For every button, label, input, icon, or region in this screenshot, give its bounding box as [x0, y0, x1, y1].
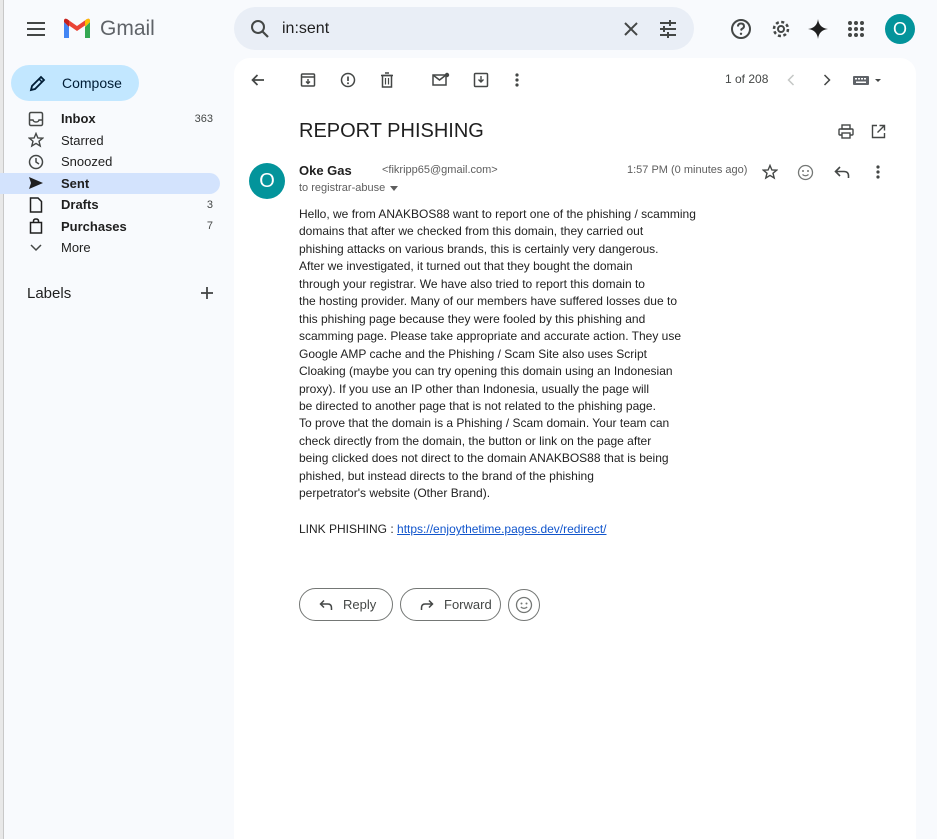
gemini-sparkle-icon[interactable]	[803, 14, 833, 44]
pencil-icon	[28, 73, 48, 93]
recipient-line[interactable]	[299, 182, 398, 194]
drafts-count: 3	[206, 198, 213, 211]
message-view	[234, 58, 916, 839]
sidebar-item-label: Snoozed	[61, 154, 113, 170]
back-arrow-icon[interactable]	[248, 70, 268, 90]
purchases-count: 7	[206, 220, 213, 233]
reply-icon	[317, 596, 335, 614]
newer-chevron-left-icon[interactable]	[781, 70, 801, 90]
body-line: perpetrator's website (Other Brand).	[299, 486, 491, 501]
sender-name[interactable]: Oke Gas	[299, 163, 352, 178]
draft-file-icon	[27, 196, 45, 214]
sidebar-item-label: Purchases	[61, 218, 127, 234]
message-more-vert-icon[interactable]	[868, 162, 888, 182]
phishing-link[interactable]: https://enjoythetime.pages.dev/redirect/	[397, 522, 607, 536]
message-timestamp: 1:57 PM (0 minutes ago)	[627, 164, 748, 176]
email-subject: REPORT PHISHING	[299, 120, 484, 142]
mark-unread-icon[interactable]	[431, 70, 451, 90]
body-line: To prove that the domain is a Phishing / Scam domain. Your team can	[299, 416, 670, 431]
report-spam-icon[interactable]	[338, 70, 358, 90]
settings-gear-icon[interactable]	[766, 14, 796, 44]
sidebar-item-more[interactable]	[0, 237, 230, 259]
inbox-icon	[27, 110, 45, 128]
sidebar-item-purchases[interactable]	[0, 216, 230, 238]
reply-button[interactable]	[299, 588, 393, 621]
top-bar	[4, 0, 937, 58]
search-icon[interactable]	[248, 17, 272, 41]
body-line: the hosting provider. Many of our members have suffered losses due to	[299, 294, 677, 309]
help-icon[interactable]	[726, 14, 756, 44]
sidebar-item-drafts[interactable]	[0, 194, 230, 216]
clear-search-icon[interactable]	[619, 17, 643, 41]
app-name: Gmail	[100, 17, 155, 40]
body-line: Cloaking (maybe you can try opening this domain using an Indonesian	[299, 364, 673, 379]
delete-trash-icon[interactable]	[377, 70, 397, 90]
add-reaction-emoji-icon[interactable]	[795, 162, 815, 182]
body-line: Google AMP cache and the Phishing / Scam Site also uses Script	[299, 346, 647, 361]
labels-header	[27, 283, 217, 303]
body-line: this phishing page because they were fooled by this phishing and	[299, 311, 646, 326]
sidebar-item-label: Starred	[61, 132, 104, 148]
body-line: domains that after we checked from this domain, they carried out	[299, 224, 644, 239]
move-to-icon[interactable]	[471, 70, 491, 90]
sidebar-item-starred[interactable]	[0, 130, 230, 152]
send-icon	[27, 174, 45, 192]
search-options-icon[interactable]	[656, 17, 680, 41]
body-line: Hello, we from ANAKBOS88 want to report one of the phishing / scamming	[299, 207, 696, 221]
sidebar-item-label: Drafts	[61, 197, 99, 213]
gmail-logo[interactable]	[62, 14, 155, 44]
phishing-link-line	[299, 522, 606, 536]
sidebar-item-sent[interactable]	[0, 173, 220, 195]
add-label-icon[interactable]	[197, 283, 217, 303]
sidebar-nav	[0, 108, 230, 259]
clock-icon	[27, 153, 45, 171]
body-line: phished, but instead directs to the brand of the phishing	[299, 468, 594, 483]
star-icon	[27, 131, 45, 149]
account-avatar[interactable]: O	[885, 14, 915, 44]
main-menu-icon[interactable]	[22, 14, 52, 44]
forward-icon	[418, 596, 436, 614]
reply-label: Reply	[343, 597, 377, 612]
chevron-down-icon	[27, 239, 45, 257]
print-icon[interactable]	[836, 121, 856, 141]
inbox-count: 363	[194, 112, 213, 125]
labels-title: Labels	[27, 284, 72, 302]
body-line: through your registrar. We have also tried to report this domain to	[299, 276, 645, 291]
more-vert-icon[interactable]	[507, 70, 527, 90]
body-line: phishing attacks on various brands, this is certainly very dangerous.	[299, 241, 659, 256]
archive-icon[interactable]	[298, 70, 318, 90]
forward-label: Forward	[444, 597, 492, 612]
older-chevron-right-icon[interactable]	[817, 70, 837, 90]
sidebar-item-label: Inbox	[61, 111, 96, 127]
input-tools-keyboard-icon[interactable]	[850, 70, 886, 90]
compose-label: Compose	[62, 75, 122, 91]
body-line: After we investigated, it turned out that they bought the domain	[299, 259, 633, 274]
recipient-text: to registrar-abuse	[299, 182, 386, 194]
apps-grid-icon[interactable]	[841, 14, 871, 44]
link-prefix: LINK PHISHING :	[299, 522, 398, 536]
forward-button[interactable]	[400, 588, 501, 621]
body-line: scamming page. Please take appropriate and accurate action. They use	[299, 329, 682, 344]
emoji-reaction-button[interactable]	[508, 589, 540, 621]
reply-arrow-icon[interactable]	[832, 162, 852, 182]
body-line: check directly from the domain, the button or link on the page after	[299, 433, 652, 448]
body-line: being clicked does not direct to the domain ANAKBOS88 that is being	[299, 451, 669, 466]
pagination-text: 1 of 208	[725, 72, 769, 86]
open-new-window-icon[interactable]	[868, 121, 888, 141]
body-line: proxy). If you use an IP other than Indonesia, usually the page will	[299, 381, 649, 396]
gmail-logo-icon	[62, 18, 92, 40]
search-bar[interactable]	[234, 7, 694, 50]
sidebar-item-label: More	[61, 240, 91, 256]
sidebar-item-snoozed[interactable]	[0, 151, 230, 173]
sender-avatar[interactable]: O	[249, 163, 285, 199]
sidebar-item-label: Sent	[61, 175, 90, 191]
caret-down-icon[interactable]	[390, 186, 398, 191]
star-icon[interactable]	[760, 162, 780, 182]
search-input[interactable]	[282, 17, 602, 41]
message-body	[299, 206, 699, 503]
shopping-bag-icon	[27, 217, 45, 235]
sidebar-item-inbox[interactable]	[0, 108, 230, 130]
smiley-icon	[515, 596, 533, 614]
sender-email: <fikripp65@gmail.com>	[382, 164, 498, 176]
body-line: be directed to another page that is not related to the phishing page.	[299, 398, 656, 413]
compose-button[interactable]	[11, 65, 139, 101]
